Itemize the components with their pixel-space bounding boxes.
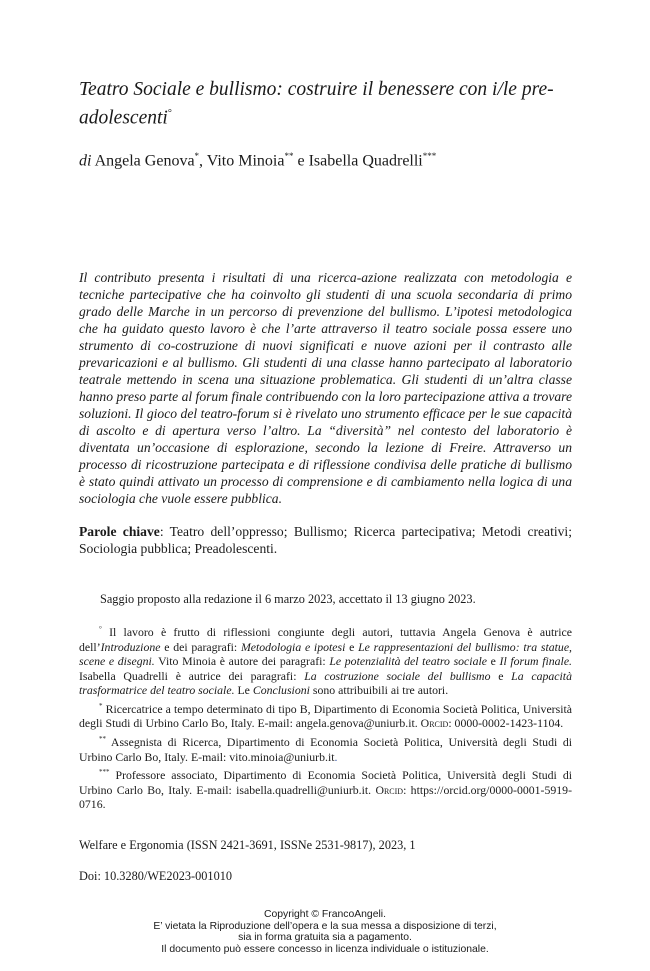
journal-citation: Welfare e Ergonomia (ISSN 2421-3691, ISSNe 2531-9817), 2023, 1 [79,838,416,852]
doi: Doi: 10.3280/WE2023-001010 [79,869,233,883]
author-minoia: Vito Minoia [206,152,285,170]
email-link-end[interactable]: . [334,749,338,764]
footnote-authorship [79,622,572,698]
copyright-line: sia in forma gratuita sia a pagamento. [238,932,412,944]
author-quadrelli-mark: *** [422,151,437,161]
title-footnote-mark: ° [167,108,172,119]
footnote-text: Vito Minoia è autore dei paragrafi: [154,654,330,669]
section-title: Le rappresentazioni del bullismo: tra statue, scene e disegni. [79,639,573,669]
section-title: Conclusioni [252,683,310,698]
footnote-text: e [490,668,512,683]
copyright-notice [100,909,550,956]
title-text: Teatro Sociale e bullismo: costruire il benessere con i/le pre-adolescenti [79,79,554,129]
keywords-label: Parole chiave [79,524,160,539]
footnote-text: Professore associato, Dipartimento di Economia Società Politica, Università degli Studi di Urbino Carlo Bo, Italy. E-mail: isabella.quadrelli@uniurb.it. [79,768,572,797]
footnote-text: Isabella Quadrelli è autrice dei paragrafi: [79,668,305,683]
orcid-id: : 0000-0002-1423-1104. [448,716,564,731]
orcid-url: : https://orcid.org/0000-0001-5919-0716. [79,782,573,812]
footnote-text: sono attribuibili ai tre autori. [309,683,449,698]
copyright-line: Copyright © FrancoAngeli. [263,909,386,920]
keywords-list: : Teatro dell’oppresso; Bullismo; Ricerca partecipativa; Metodi creativi; Sociologia pubblica; Preadolescenti. [79,524,572,556]
article-title [79,78,599,131]
footnote-text: e [345,639,359,654]
section-title: Introduzione [100,639,161,654]
copyright-line: E’ vietata la Riproduzione dell’opera e la sua messa a disposizione di terzi, [153,920,497,932]
footnote-quadrelli [79,765,572,812]
footnote-text: e dei paragrafi: [160,639,241,654]
author-prefix: di [79,152,92,170]
orcid-label: Orcid [375,782,404,797]
abstract: Il contributo presenta i risultati di una ricerca-azione realizzata con metodologia e tecniche partecipative che ha coinvolto gli studenti di una scuola secondaria di primo grado delle Marche in un percorso di prevenzione del bullismo. L’ipotesi metodologica che ha guidato questo lavoro è che l’arte attraverso il teatro sociale possa essere uno strumento di co-costruzione di nuovi significati e nuove azioni per il contrasto alle prevaricazioni e al bullismo. Gli studenti di una classe hanno partecipato al laboratorio teatrale mettendo in scena una situazione problematica. Gli studenti di un’altra classe hanno preso parte al forum finale contribuendo con la loro partecipazione attiva a trovare soluzioni. Il gioco del teatro-forum si è rivelato uno strumento efficace per le sue capacità di ascolto e di apertura verso l’altro. La “diversità” nel contesto del laboratorio è diventata un’occasione di esplorazione, secondo la lezione di Freire. Attraverso un processo di ricostruzione partecipata e di riflessione condivisa delle pratiche di bullismo è stato quindi attivato un processo di comprensione e di cambiamento nella logica di una sociologia che vuole essere pubblica. [79,270,572,506]
submission-dates: Saggio proposto alla redazione il 6 marzo 2023, accettato il 13 giugno 2023. [100,592,476,606]
footnote-text: Il lavoro è frutto di riflessioni congiunte degli autori, tuttavia Angela Genova è autrice dell’ [79,624,572,654]
footnote-text: Ricercatrice a tempo determinato di tipo B, Dipartimento di Economia Società Politica, Università degli Studi di Urbino Carlo Bo, Italy. E-mail: angela.genova@uniurb.it. [79,701,572,731]
author-line [79,145,599,172]
author-genova-mark: * [194,151,200,161]
orcid-label: Orcid [420,716,449,731]
footnote-text: e [486,654,500,669]
section-title: Le potenzialità del teatro sociale [329,654,487,669]
author-separator: , [199,152,207,170]
footnote-mark: * [99,701,103,710]
author-minoia-mark: ** [284,151,294,161]
footnote-mark: ° [99,625,102,633]
section-title: Il forum finale. [499,654,573,669]
section-title: La capacità trasformatrice del teatro sociale. [79,668,572,698]
author-conjunction: e [293,152,309,170]
section-title: Metodologia e ipotesi [240,639,346,654]
footnote-mark: *** [99,768,110,777]
keywords [79,523,572,557]
footnote-genova [79,699,572,731]
section-title: La costruzione sociale del bullismo [304,668,491,683]
copyright-line: Il documento può essere concesso in licenza individuale o istituzionale. [161,944,489,956]
footnote-minoia [79,732,572,764]
footnotes [79,622,572,813]
footnote-text: Assegnista di Ricerca, Dipartimento di Economia Società Politica, Università degli Studi di Urbino Carlo Bo, Italy. E-mail: vito.minoia@uniurb.it [79,734,572,764]
author-quadrelli: Isabella Quadrelli [308,152,423,170]
author-genova: Angela Genova [94,152,195,170]
footnote-text: Le [234,683,253,698]
footnote-mark: ** [99,735,106,743]
